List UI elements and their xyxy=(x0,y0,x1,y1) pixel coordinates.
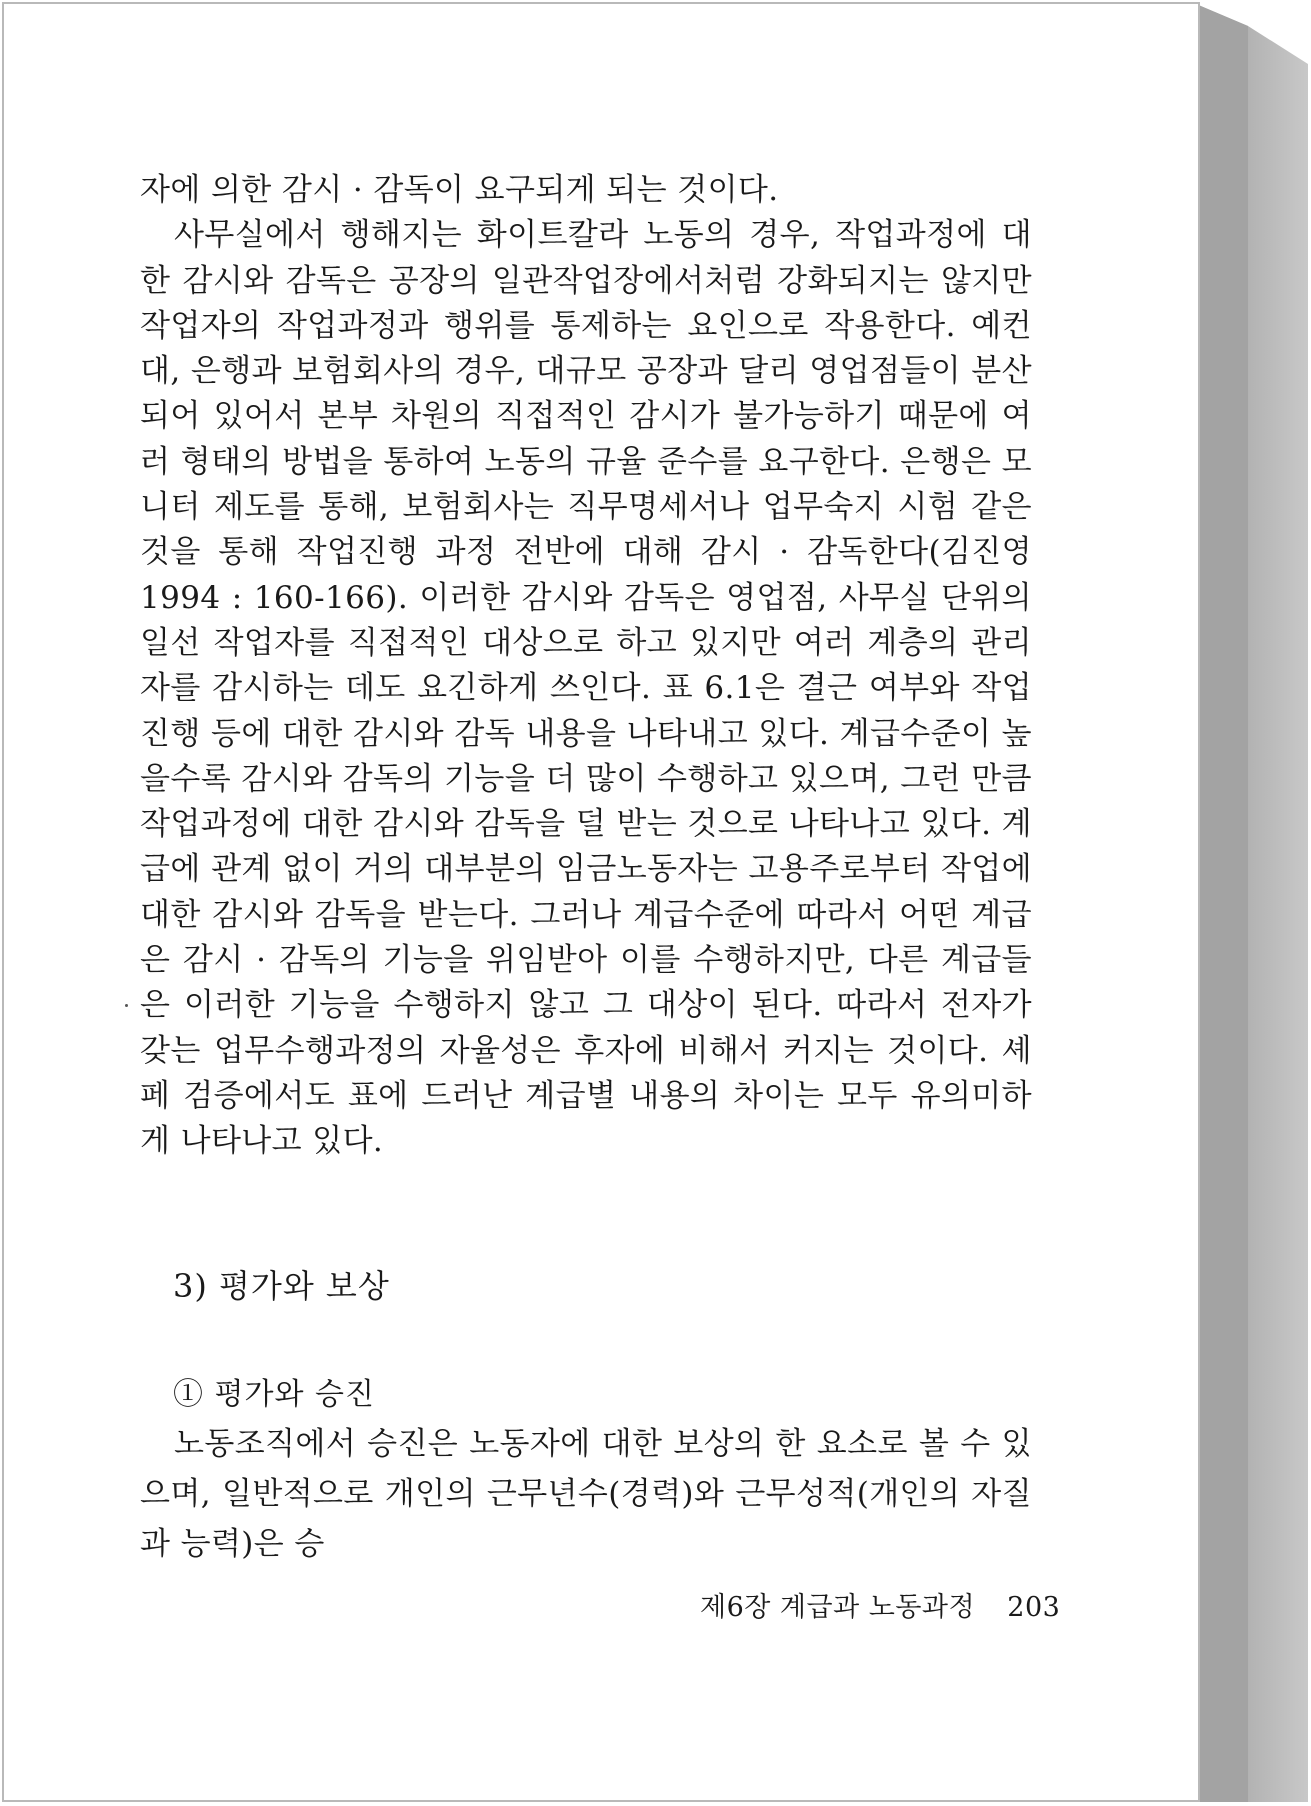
running-title: 제6장 계급과 노동과정 xyxy=(700,1592,976,1623)
page-footer xyxy=(700,1585,1060,1624)
paragraph: 사무실에서 행해지는 화이트칼라 노동의 경우, 작업과정에 대한 감시와 감독은 공장의 일관작업장에서처럼 강화되지는 않지만 작업자의 작업과정과 행위를 통제하는 요인으로 작용한다. 예컨대, 은행과 보험회사의 경우, 대규모 공장과 달리 영업점들이 분산되어 있어서 본부 차원의 직접적인 감시가 불가능하기 때문에 여러 형태의 방법을 통하여 노동의 규율 준수를 요구한다. 은행은 모니터 제도를 통해, 보험회사는 직무명세서나 업무숙지 시험 같은 것을 통해 작업진행 과정 전반에 대해 감시 · 감독한다(김진영 1994 : 160-166). 이러한 감시와 감독은 영업점, 사무실 단위의 일선 작업자를 직접적인 대상으로 하고 있지만 여러 계층의 관리자를 감시하는 데도 요긴하게 쓰인다. 표 6.1은 결근 여부와 작업진행 등에 대한 감시와 감독 내용을 나타내고 있다. 계급수준이 높을수록 감시와 감독의 기능을 더 많이 수행하고 있으며, 그런 만큼 작업과정에 대한 감시와 감독을 덜 받는 것으로 나타나고 있다. 계급에 관계 없이 거의 대부분의 임금노동자는 고용주로부터 작업에 대한 감시와 감독을 받는다. 그러나 계급수준에 따라서 어떤 계급은 감시 · 감독의 기능을 위임받아 이를 수행하지만, 다른 계급들은 이러한 기능을 수행하지 않고 그 대상이 된다. 따라서 전자가 갖는 업무수행과정의 자율성은 후자에 비해서 커지는 것이다. 셰페 검증에서도 표에 드러난 계급별 내용의 차이는 모두 유의미하게 나타나고 있다. xyxy=(140,217,1032,1160)
section-heading: 3) 평가와 보상 xyxy=(173,1267,390,1305)
paragraph: 자에 의한 감시 · 감독이 요구되게 되는 것이다. xyxy=(140,172,779,208)
body-text xyxy=(140,168,1032,1165)
subsection-heading: ① 평가와 승진 xyxy=(173,1377,375,1412)
margin-mark xyxy=(125,1004,128,1007)
page-number: 203 xyxy=(1007,1592,1061,1623)
paragraph: 노동조직에서 승진은 노동자에 대한 보상의 한 요소로 볼 수 있으며, 일반적으로 개인의 근무년수(경력)와 근무성적(개인의 자질과 능력)은 승 xyxy=(140,1426,1032,1562)
page-edge-shadow xyxy=(1196,4,1308,1802)
section-body-text xyxy=(140,1419,1032,1569)
